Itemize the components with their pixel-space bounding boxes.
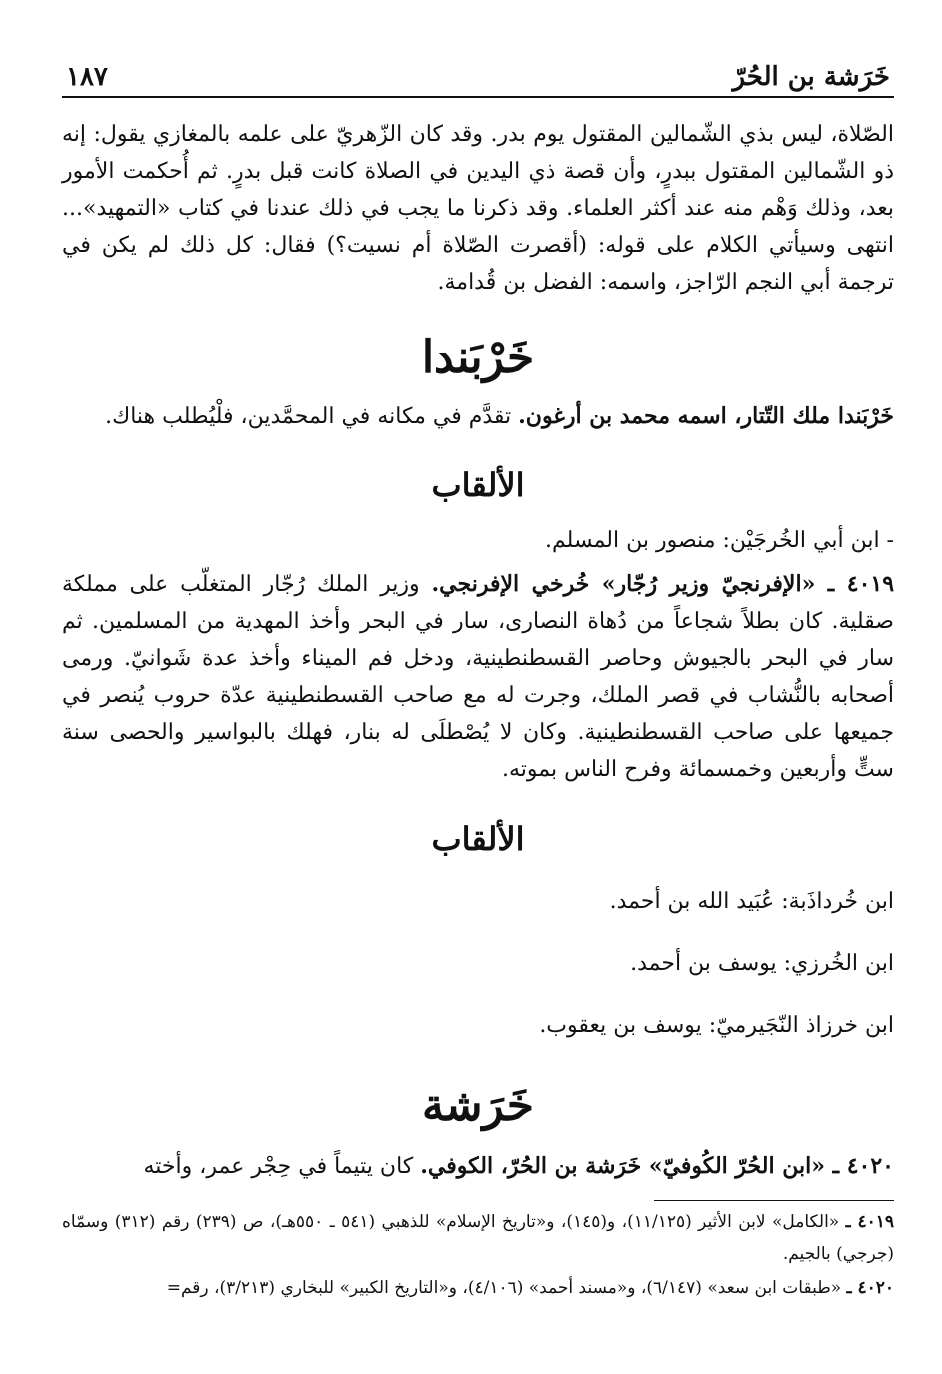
footnote	[62, 1272, 894, 1304]
book-page	[62, 0, 894, 1374]
section-heading-alqab-2: الألقاب	[431, 820, 525, 858]
entry-kharbanda-lead: خَرْبَندا ملك التّتار، اسمه محمد بن أرغون.	[518, 403, 894, 429]
entry-4019	[62, 566, 894, 788]
list-item: ابن خرزاذ النّجَيرميّ: يوسف بن يعقوب.	[539, 1013, 894, 1038]
footnote-divider	[654, 1200, 894, 1201]
section-heading-kharbanda: خَرْبَندا	[421, 332, 535, 383]
entry-4019-text: وزير الملك رُجّار المتغلّب على مملكة صقلية. كان بطلاً شجاعاً من دُهاة النصارى، سار في البحر وأخذ المهدية من المسلمين. ثم سار في البحر بالجيوش وحاصر القسطنطينية، ودخل فم الميناء وأخذ عدة شَوانيّ. ورمى أصحابه بالنُّشاب في قصر الملك، وجرت له مع صاحب القسطنطينية عدّة حروب يُنصر في جميعها على صاحب القسطنطينية. وكان لا يُصْطلَى له بنار، فهلك بالبواسير والحصى سنة ستٍّ وأربعين وخمسمائة وفرح الناس بموته.	[62, 572, 894, 782]
footnote-text: «الكامل» لابن الأثير (١١/١٢٥)، و(١٤٥)، و«تاريخ الإسلام» للذهبي (٥٤١ ـ ٥٥٠هـ)، ص (٢٣٩) رقم (٣١٢) وسمّاه (جرجي) بالجيم.	[62, 1212, 894, 1264]
running-title: خَرَشة بن الحُرّ	[732, 62, 890, 92]
running-header	[62, 52, 894, 98]
section-heading-alqab-1: الألقاب	[431, 466, 525, 504]
alqab-list	[62, 882, 894, 1068]
footnotes	[62, 1206, 894, 1306]
list-item: ابن خُرداذَبة: عُبَيد الله بن أحمد.	[609, 889, 894, 914]
entry-4020-lead: ٤٠٢٠ ـ «ابن الحُرّ الكُوفيّ» خَرَشة بن الحُرّ، الكوفي.	[420, 1153, 894, 1179]
entry-4019-lead: ٤٠١٩ ـ «الإفرنجيّ وزير رُجّار» خُرخي الإفرنجي.	[431, 571, 895, 597]
alqab-line: - ابن أبي الخُرجَيْن: منصور بن المسلم.	[545, 528, 894, 553]
paragraph-continuation: الصّلاة، ليس بذي الشّمالين المقتول يوم بدر. وقد كان الزّهريّ على علمه بالمغازي يقول: إنه ذو الشّمالين المقتول ببدرٍ، وأن قصة ذي اليدين في الصلاة كانت قبل بدرٍ. ثم أُحكمت الأمور بعد، وذلك وَهْم منه عند أكثر العلماء. وقد ذكرنا ما يجب في ذلك عندنا في كتاب «التمهيد»... انتهى وسيأتي الكلام على قوله: (أقصرت الصّلاة أم نسيت؟) فقال: كل ذلك لم يكن في ترجمة أبي النجم الرّاجز، واسمه: الفضل بن قُدامة.	[62, 122, 894, 295]
entry-kharbanda	[62, 398, 894, 435]
page-number: ١٨٧	[66, 62, 108, 92]
entry-4020-text: كان يتيماً في حِجْر عمر، وأخته	[143, 1154, 421, 1179]
footnote	[62, 1206, 894, 1270]
entry-kharbanda-text: تقدَّم في مكانه في المحمَّدين، فلْيُطلب هناك.	[105, 404, 519, 429]
footnote-number: ٤٠١٩ ـ	[845, 1212, 895, 1232]
footnote-number: ٤٠٢٠ ـ	[846, 1278, 894, 1298]
footnote-text: «طبقات ابن سعد» (٦/١٤٧)، و«مسند أحمد» (٤/١٠٦)، و«التاريخ الكبير» للبخاري (٣/٢١٣)، رقم=	[166, 1278, 847, 1298]
list-item: ابن الخُرزي: يوسف بن أحمد.	[630, 951, 894, 976]
entry-4020	[62, 1148, 894, 1185]
section-heading-kharasha: خَرَشة	[422, 1080, 534, 1131]
